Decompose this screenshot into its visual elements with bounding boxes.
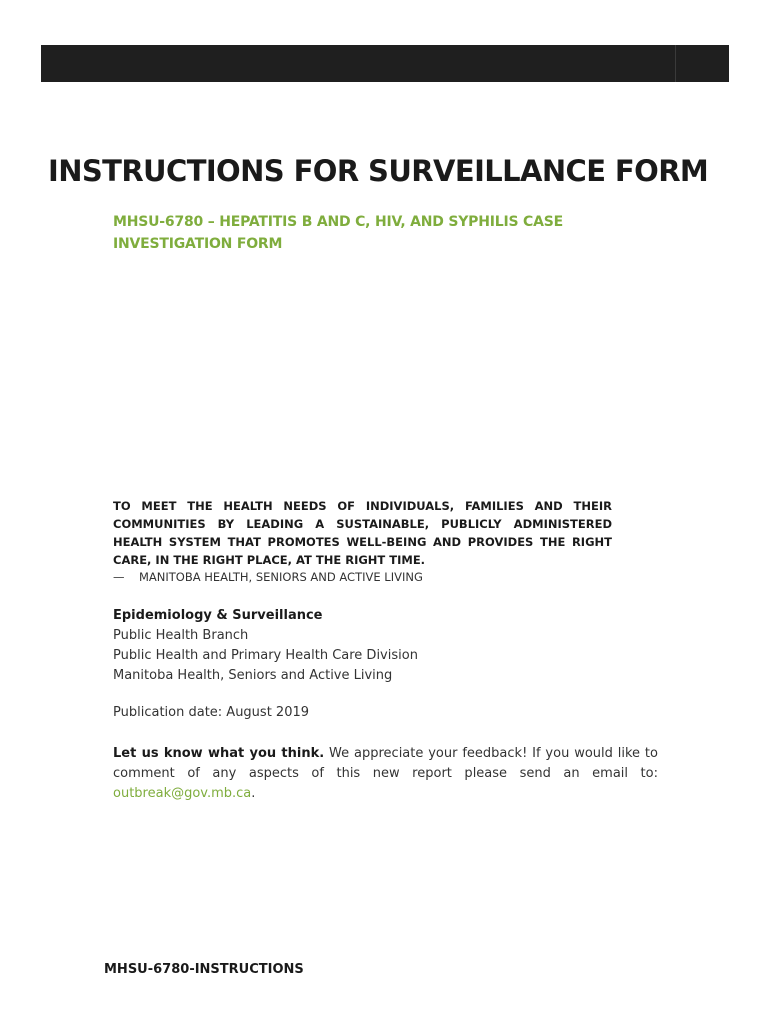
form-subtitle-line-1: MHSU-6780 – HEPATITIS B AND C, HIV, AND SYPHILIS CASE [113,214,564,230]
mission-statement: TO MEET THE HEALTH NEEDS OF INDIVIDUALS, FAMILIES AND THEIR COMMUNITIES BY LEADING A SUSTAINABLE, PUBLICLY ADMINISTERED HEALTH SYSTEM THAT PROMOTES WELL-BEING AND PROVIDES THE RIGHT CARE, IN THE RIGHT PLACE, AT THE RIGHT TIME. [113,499,612,567]
attribution-text: MANITOBA HEALTH, SENIORS AND ACTIVE LIVING [139,570,423,584]
header-bar [41,45,729,82]
feedback-body: We appreciate your feedback! If you would like to comment of any aspects of this new report please send an email to: [113,746,658,781]
organization-line-3: Manitoba Health, Seniors and Active Living [113,668,393,683]
feedback-email-link[interactable]: outbreak@gov.mb.ca [113,786,252,801]
feedback-end: . [251,786,256,801]
feedback-paragraph [113,744,658,804]
organization-heading: Epidemiology & Surveillance [113,608,323,623]
footer-document-code: MHSU-6780-INSTRUCTIONS [104,962,304,977]
organization-line-1: Public Health Branch [113,628,249,643]
organization-line-2: Public Health and Primary Health Care Division [113,648,418,663]
form-subtitle-line-2: INVESTIGATION FORM [113,236,283,252]
page-title: INSTRUCTIONS FOR SURVEILLANCE FORM [48,154,709,188]
organization-block [113,606,418,686]
mission-attribution [113,570,423,584]
form-subtitle [113,211,613,255]
publication-date: Publication date: August 2019 [113,705,310,720]
feedback-lead: Let us know what you think. [113,746,325,761]
header-bar-divider [675,45,676,82]
attribution-dash: — [113,570,125,584]
